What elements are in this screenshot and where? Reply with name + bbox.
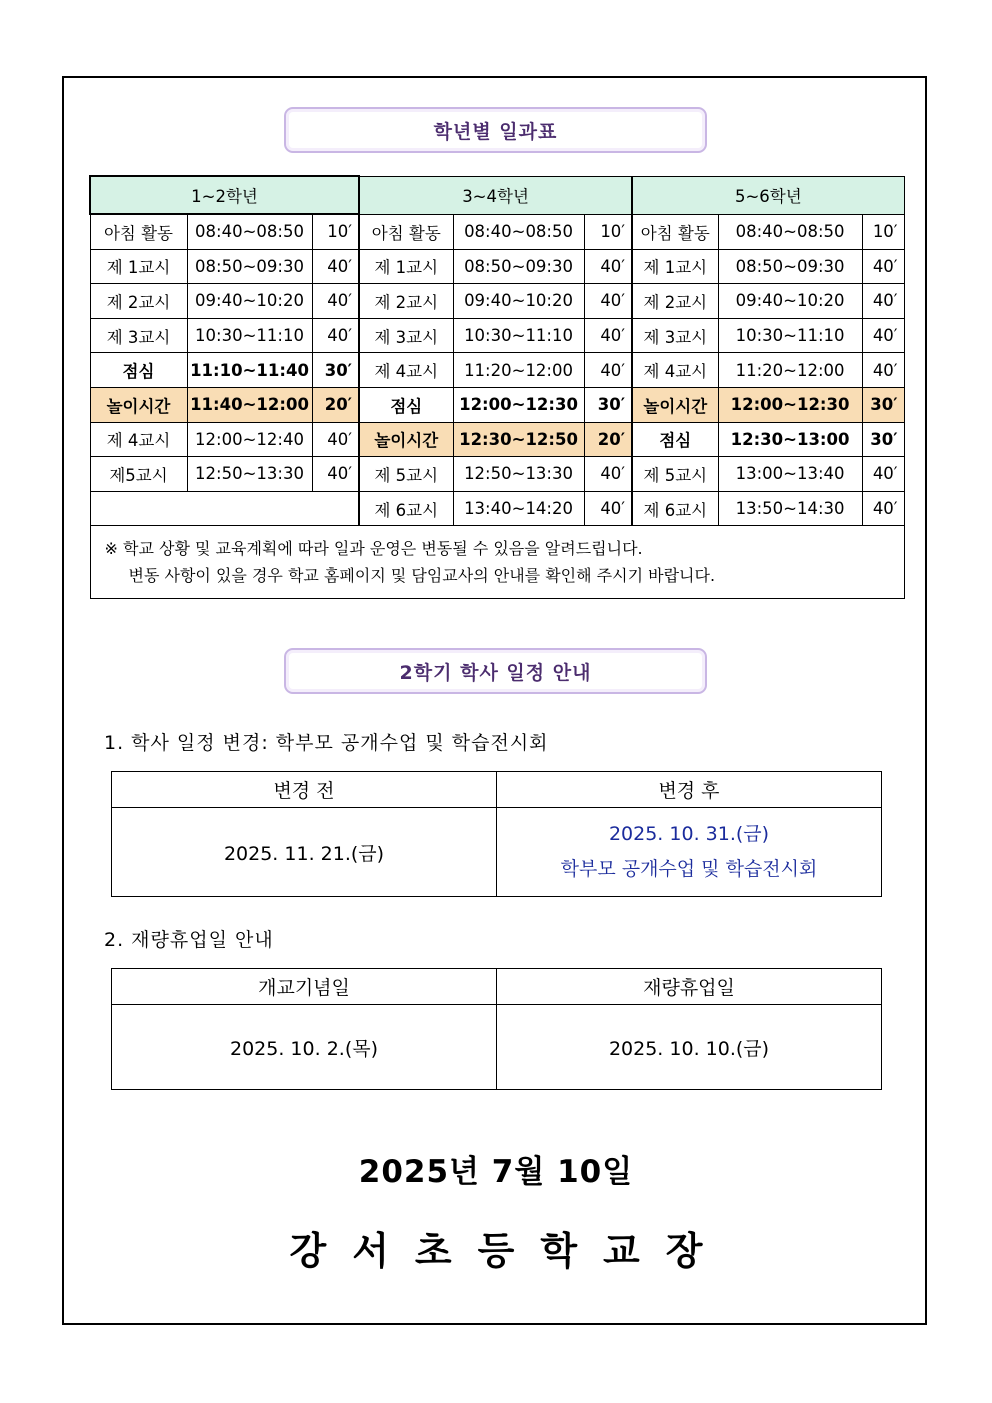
duration-cell: 40′	[312, 422, 359, 457]
item1-label: 1. 학사 일정 변경: 학부모 공개수업 및 학습전시회	[104, 732, 549, 754]
time-cell: 12:50~13:30	[187, 457, 312, 492]
time-cell: 08:40~08:50	[187, 214, 312, 249]
period-cell: 제 2교시	[359, 284, 453, 319]
group-header-3-4: 3~4학년	[359, 176, 632, 214]
time-cell: 12:50~13:30	[453, 457, 584, 492]
time-cell: 09:40~10:20	[453, 284, 584, 319]
duration-cell: 30′	[584, 387, 632, 422]
period-cell: 제 6교시	[632, 491, 718, 526]
period-cell: 제 5교시	[632, 457, 718, 492]
schedule-title: 2학기 학사 일정 안내	[284, 648, 707, 694]
timetable-row	[90, 249, 904, 284]
time-cell: 09:40~10:20	[187, 284, 312, 319]
time-cell: 13:50~14:30	[718, 491, 862, 526]
duration-cell: 40′	[862, 353, 904, 388]
period-cell: 제 3교시	[90, 318, 187, 353]
time-cell: 08:40~08:50	[453, 214, 584, 249]
period-cell: 놀이시간	[90, 387, 187, 422]
period-cell: 점심	[632, 422, 718, 457]
timetable-title: 학년별 일과표	[284, 107, 707, 153]
period-cell: 놀이시간	[632, 387, 718, 422]
period-cell: 아침 활동	[90, 214, 187, 249]
time-cell: 09:40~10:20	[718, 284, 862, 319]
period-cell: 제 3교시	[359, 318, 453, 353]
time-cell: 10:30~11:10	[718, 318, 862, 353]
duration-cell: 40′	[584, 284, 632, 319]
before-header: 변경 전	[112, 772, 497, 808]
duration-cell: 40′	[312, 457, 359, 492]
duration-cell: 40′	[584, 318, 632, 353]
time-cell: 08:50~09:30	[718, 249, 862, 284]
duration-cell: 30′	[862, 422, 904, 457]
school-principal: 강서초등학교장	[289, 1229, 729, 1273]
timetable-row	[90, 491, 904, 526]
discretionary-date: 2025. 10. 10.(금)	[497, 1005, 882, 1090]
time-cell: 11:40~12:00	[187, 387, 312, 422]
time-cell: 12:00~12:40	[187, 422, 312, 457]
empty-cell	[90, 491, 359, 526]
period-cell: 점심	[359, 387, 453, 422]
duration-cell: 40′	[312, 318, 359, 353]
period-cell: 제 2교시	[90, 284, 187, 319]
period-cell: 제 2교시	[632, 284, 718, 319]
duration-cell: 10′	[862, 214, 904, 249]
duration-cell: 40′	[862, 491, 904, 526]
time-cell: 10:30~11:10	[453, 318, 584, 353]
period-cell: 제 3교시	[632, 318, 718, 353]
time-cell: 12:00~12:30	[453, 387, 584, 422]
group-header-1-2: 1~2학년	[90, 176, 359, 214]
time-cell: 08:40~08:50	[718, 214, 862, 249]
period-cell: 제 1교시	[90, 249, 187, 284]
duration-cell: 20′	[312, 387, 359, 422]
period-cell: 점심	[90, 353, 187, 388]
period-cell: 제 6교시	[359, 491, 453, 526]
period-cell: 제 1교시	[359, 249, 453, 284]
anniversary-header: 개교기념일	[112, 969, 497, 1005]
duration-cell: 40′	[584, 491, 632, 526]
duration-cell: 20′	[584, 422, 632, 457]
anniversary-date: 2025. 10. 2.(목)	[112, 1005, 497, 1090]
period-cell: 아침 활동	[359, 214, 453, 249]
time-cell: 08:50~09:30	[187, 249, 312, 284]
after-event: 학부모 공개수업 및 학습전시회	[560, 858, 818, 880]
time-cell: 08:50~09:30	[453, 249, 584, 284]
item2-label: 2. 재량휴업일 안내	[104, 929, 274, 951]
issue-date: 2025년 7월 10일	[358, 1154, 634, 1190]
timetable-row	[90, 387, 904, 422]
time-cell: 13:00~13:40	[718, 457, 862, 492]
time-cell: 12:30~12:50	[453, 422, 584, 457]
period-cell: 제 4교시	[359, 353, 453, 388]
duration-cell: 10′	[584, 214, 632, 249]
duration-cell: 40′	[312, 249, 359, 284]
duration-cell: 40′	[312, 284, 359, 319]
time-cell: 10:30~11:10	[187, 318, 312, 353]
period-cell: 제5교시	[90, 457, 187, 492]
time-cell: 11:20~12:00	[718, 353, 862, 388]
duration-cell: 40′	[862, 249, 904, 284]
timetable-row	[90, 422, 904, 457]
time-cell: 13:40~14:20	[453, 491, 584, 526]
timetable	[89, 175, 905, 599]
after-cell	[497, 808, 882, 897]
time-cell: 12:00~12:30	[718, 387, 862, 422]
period-cell: 아침 활동	[632, 214, 718, 249]
after-date: 2025. 10. 31.(금)	[608, 823, 770, 845]
duration-cell: 40′	[862, 318, 904, 353]
schedule-change-table	[111, 771, 882, 897]
duration-cell: 30′	[312, 353, 359, 388]
timetable-row	[90, 318, 904, 353]
note-line-2: 변동 사항이 있을 경우 학교 홈페이지 및 담임교사의 안내를 확인해 주시기 바랍니다.	[128, 566, 716, 586]
period-cell: 제 5교시	[359, 457, 453, 492]
holiday-table	[111, 968, 882, 1090]
time-cell: 11:10~11:40	[187, 353, 312, 388]
duration-cell: 40′	[584, 249, 632, 284]
duration-cell: 40′	[862, 457, 904, 492]
time-cell: 11:20~12:00	[453, 353, 584, 388]
time-cell: 12:30~13:00	[718, 422, 862, 457]
period-cell: 제 1교시	[632, 249, 718, 284]
duration-cell: 10′	[312, 214, 359, 249]
before-date: 2025. 11. 21.(금)	[112, 808, 497, 897]
after-header: 변경 후	[497, 772, 882, 808]
discretionary-header: 재량휴업일	[497, 969, 882, 1005]
period-cell: 제 4교시	[90, 422, 187, 457]
period-cell: 제 4교시	[632, 353, 718, 388]
timetable-row	[90, 353, 904, 388]
duration-cell: 30′	[862, 387, 904, 422]
note-line-1: ※ 학교 상황 및 교육계획에 따라 일과 운영은 변동될 수 있음을 알려드립니다.	[104, 539, 643, 559]
group-header-5-6: 5~6학년	[632, 176, 904, 214]
duration-cell: 40′	[584, 353, 632, 388]
duration-cell: 40′	[584, 457, 632, 492]
timetable-row	[90, 457, 904, 492]
timetable-row	[90, 214, 904, 249]
duration-cell: 40′	[862, 284, 904, 319]
timetable-note	[90, 526, 904, 599]
period-cell: 놀이시간	[359, 422, 453, 457]
timetable-row	[90, 284, 904, 319]
